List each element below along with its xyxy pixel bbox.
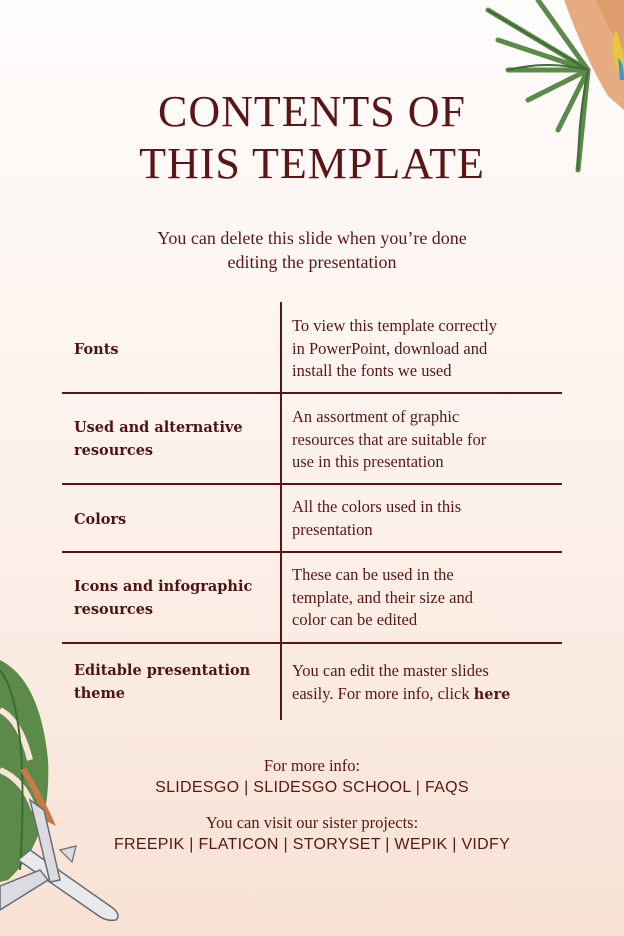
table-row-resources-label — [74, 416, 270, 462]
row-label-line: Fonts — [74, 341, 119, 358]
table-row-icons-label — [74, 575, 270, 621]
row-description-line: You can edit the master slides — [292, 661, 489, 680]
table-row-fonts-description — [292, 315, 560, 383]
page-title-line-2: THIS TEMPLATE — [139, 139, 485, 188]
sister-projects-links[interactable]: FREEPIK | FLATICON | STORYSET | WEPIK | VIDFY — [113, 836, 511, 853]
row-description-line: install the fonts we used — [292, 361, 452, 380]
table-row-colors-label — [74, 508, 270, 531]
more-info-links[interactable]: SLIDESGO | SLIDESGO SCHOOL | FAQS — [155, 779, 469, 796]
more-info-section — [0, 755, 624, 799]
page-subtitle-line-1: You can delete this slide when you’re done — [157, 228, 467, 248]
table-row-divider — [62, 551, 562, 553]
table-column-divider — [280, 302, 282, 720]
row-description-line: An assortment of graphic — [292, 407, 460, 426]
table-row-divider — [62, 392, 562, 394]
row-description-line: presentation — [292, 519, 373, 539]
row-label-line: Editable presentation — [74, 662, 251, 679]
row-label-line: resources — [74, 442, 154, 459]
row-description-line: To view this template correctly — [292, 316, 498, 335]
row-description-line: color can be edited — [292, 610, 418, 629]
row-label-line: theme — [74, 685, 126, 702]
contents-table — [62, 302, 562, 720]
table-row-divider — [62, 483, 562, 485]
here-link[interactable]: here — [473, 685, 511, 703]
table-row-theme-label — [74, 659, 270, 705]
sister-projects-label: You can visit our sister projects: — [205, 813, 419, 832]
page-subtitle — [112, 226, 512, 274]
table-row-theme-description — [292, 660, 560, 706]
page-title-line-1: CONTENTS OF — [157, 87, 467, 136]
row-label-line: Icons and infographic — [74, 578, 253, 595]
table-row-fonts-label — [74, 338, 270, 361]
row-description-line: use in this presentation — [292, 452, 444, 471]
row-description-line: All the colors used in this — [292, 497, 462, 516]
row-description-line: template, and their size and — [292, 587, 473, 607]
table-row-colors-description — [292, 496, 560, 541]
row-label-line: Used and alternative — [74, 419, 243, 436]
page-title — [0, 86, 624, 190]
table-row-resources-description — [292, 406, 560, 474]
row-description-line: in PowerPoint, download and — [292, 338, 488, 358]
row-label-line: resources — [74, 601, 154, 618]
sister-projects-section — [0, 812, 624, 856]
more-info-label: For more info: — [263, 756, 361, 775]
table-row-icons-description — [292, 564, 560, 632]
table-row-divider — [62, 642, 562, 644]
page-subtitle-line-2: editing the presentation — [227, 252, 397, 272]
row-label-line: Colors — [74, 511, 127, 528]
row-description-line: These can be used in the — [292, 565, 454, 584]
row-description-line: resources that are suitable for — [292, 429, 487, 449]
row-description-line: easily. For more info, click — [292, 683, 470, 703]
